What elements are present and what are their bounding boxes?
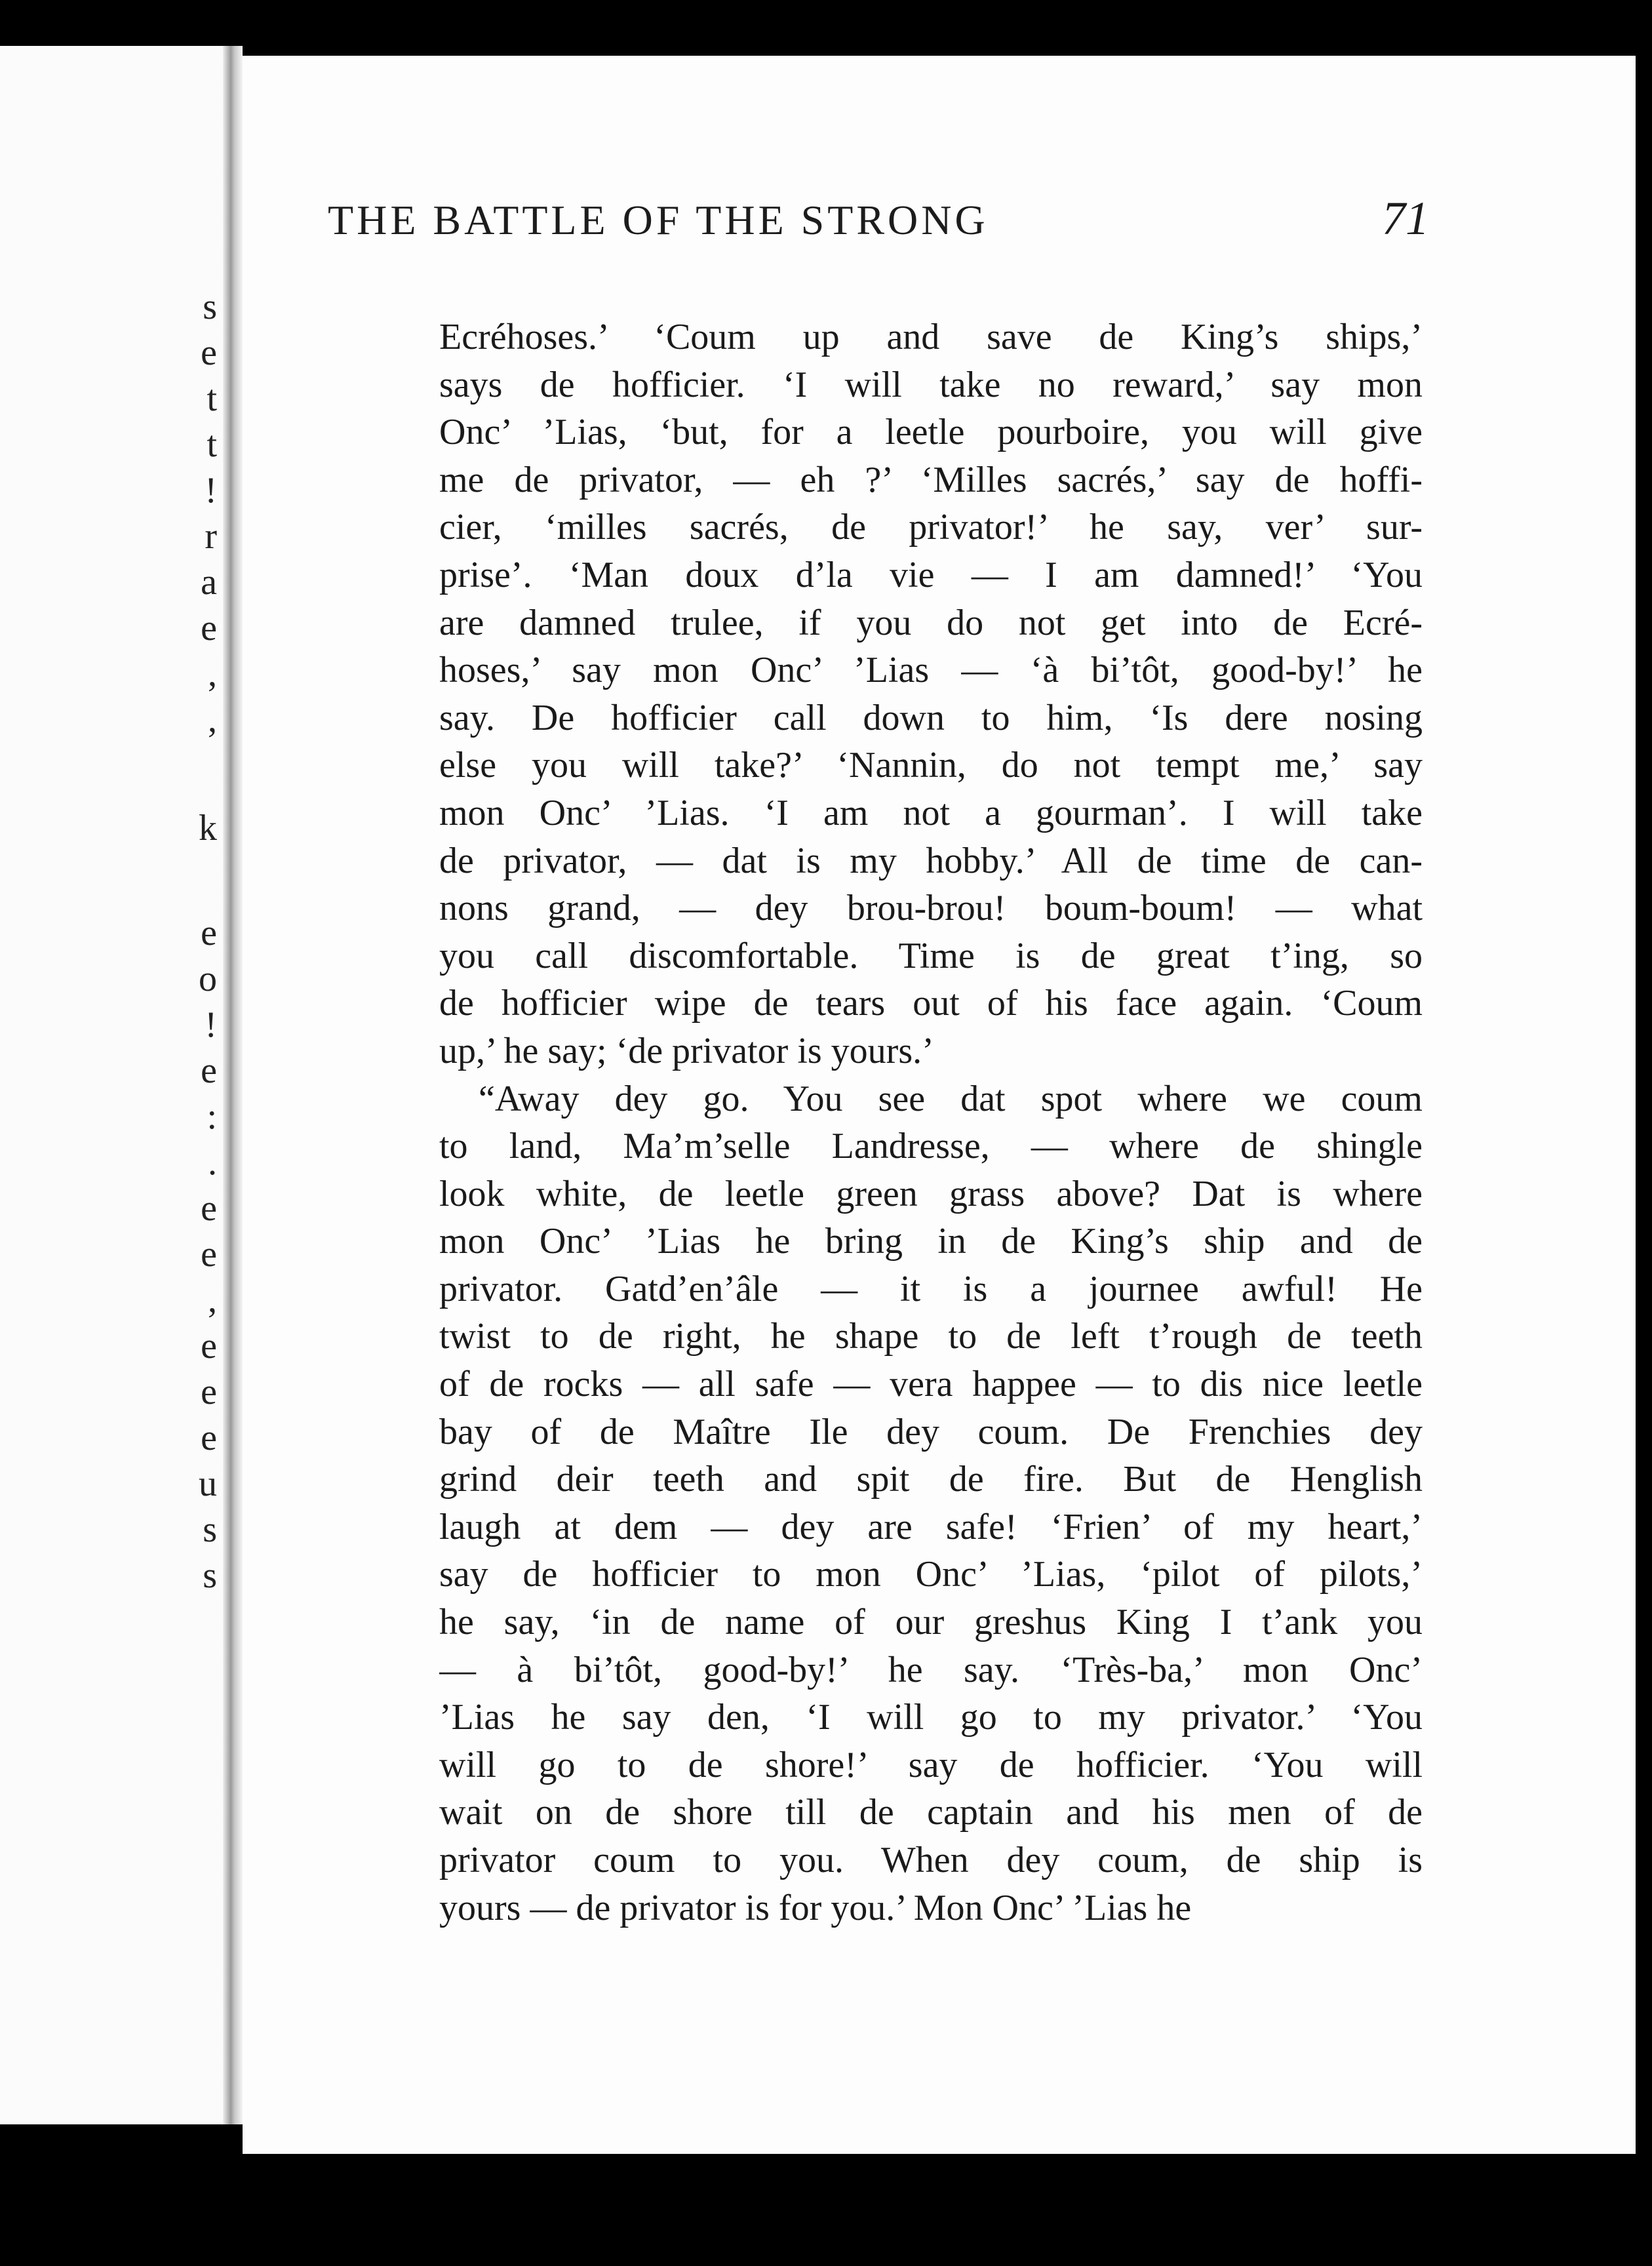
margin-char: . xyxy=(208,1142,217,1183)
margin-char: e xyxy=(201,1418,217,1458)
margin-char: : xyxy=(206,1096,217,1137)
text-line: yours — de privator is for you.’ Mon Onc’ ’Lias he xyxy=(439,1887,1192,1928)
book-gutter xyxy=(223,46,243,2124)
running-head xyxy=(328,191,1429,246)
text-line: are damned trulee, if you do not get into de Ecré- xyxy=(439,602,1423,643)
margin-char: o xyxy=(199,959,217,999)
text-line: says de hofficier. ‘I will take no reward,’ say mon xyxy=(439,364,1423,405)
text-line: — à bi’tôt, good-by!’ he say. ‘Très-ba,’ mon Onc’ xyxy=(439,1649,1423,1690)
text-line: of de rocks — all safe — vera happee — to dis nice leetle xyxy=(439,1364,1423,1405)
text-line: mon Onc’ ’Lias he bring in de King’s ship and de xyxy=(439,1221,1423,1262)
margin-char: s xyxy=(203,1555,217,1596)
margin-char: , xyxy=(208,1280,217,1321)
text-line: to land, Ma’m’selle Landresse, — where de shingle xyxy=(439,1126,1423,1167)
running-title: THE BATTLE OF THE STRONG xyxy=(328,197,989,243)
text-line: de hofficier wipe de tears out of his face again. ‘Coum xyxy=(439,983,1423,1024)
text-line: de privator, — dat is my hobby.’ All de time de can- xyxy=(439,840,1423,881)
text-line: wait on de shore till de captain and his men of de xyxy=(439,1792,1423,1833)
margin-char: s xyxy=(203,287,217,327)
text-line: you call discomfortable. Time is de great t’ing, so xyxy=(439,935,1423,976)
text-line: hoses,’ say mon Onc’ ’Lias — ‘à bi’tôt, good-by!’ he xyxy=(439,650,1423,691)
text-line: grind deir teeth and spit de fire. But de Henglish xyxy=(439,1459,1423,1500)
text-line: Onc’ ’Lias, ‘but, for a leetle pourboire, you will give xyxy=(439,412,1423,453)
text-line: look white, de leetle green grass above? Dat is where xyxy=(439,1173,1423,1214)
text-line: mon Onc’ ’Lias. ‘I am not a gourman’. I will take xyxy=(439,792,1423,833)
margin-char: s xyxy=(203,1509,217,1550)
text-line: Ecréhoses.’ ‘Coum up and save de King’s ships,’ xyxy=(439,317,1423,357)
text-line: laugh at dem — dey are safe! ‘Frien’ of my heart,’ xyxy=(439,1506,1423,1547)
margin-char: e xyxy=(201,913,217,953)
text-line: else you will take?’ ‘Nannin, do not tempt me,’ say xyxy=(439,745,1423,786)
text-line: he say, ‘in de name of our greshus King I t’ank you xyxy=(439,1602,1423,1643)
page-number: 71 xyxy=(1382,192,1429,245)
previous-page-text-edge xyxy=(0,46,233,2124)
text-line: privator. Gatd’en’âle — it is a journee awful! He xyxy=(439,1268,1423,1309)
margin-char: e xyxy=(201,1188,217,1229)
text-line: twist to de right, he shape to de left t’rough de teeth xyxy=(439,1316,1423,1357)
text-line: ’Lias he say den, ‘I will go to my privator.’ ‘You xyxy=(439,1697,1423,1738)
text-line: “Away dey go. You see dat spot where we coum xyxy=(479,1078,1423,1119)
margin-char: a xyxy=(201,562,217,603)
text-line: bay of de Maître Ile dey coum. De Frenchies dey xyxy=(439,1411,1423,1452)
text-line: prise’. ‘Man doux d’la vie — I am damned!’ ‘You xyxy=(439,554,1423,595)
previous-page xyxy=(0,46,233,2124)
margin-char: e xyxy=(201,608,217,648)
margin-char: t xyxy=(206,378,217,419)
body-text xyxy=(439,313,1423,1932)
text-line: up,’ he say; ‘de privator is yours.’ xyxy=(439,1030,934,1071)
text-line: privator coum to you. When dey coum, de ship is xyxy=(439,1840,1423,1880)
margin-char: e xyxy=(201,332,217,373)
text-line: say. De hofficier call down to him, ‘Is dere nosing xyxy=(439,697,1423,738)
margin-char: e xyxy=(201,1234,217,1275)
margin-char: e xyxy=(201,1372,217,1412)
margin-char: e xyxy=(201,1326,217,1366)
text-line: me de privator, — eh ?’ ‘Milles sacrés,’ say de hoffi- xyxy=(439,459,1423,500)
text-line: cier, ‘milles sacrés, de privator!’ he say, ver’ sur- xyxy=(439,507,1423,548)
margin-char: t xyxy=(206,424,217,465)
margin-char: e xyxy=(201,1050,217,1091)
margin-char: , xyxy=(208,700,217,740)
margin-char: , xyxy=(208,654,217,694)
margin-char: u xyxy=(199,1463,217,1504)
margin-char: k xyxy=(199,808,217,848)
text-line: nons grand, — dey brou-brou! boum-boum! — what xyxy=(439,888,1423,929)
margin-char: r xyxy=(205,516,217,557)
margin-char: ! xyxy=(205,1004,217,1045)
text-line: say de hofficier to mon Onc’ ’Lias, ‘pilot of pilots,’ xyxy=(439,1554,1423,1595)
text-line: will go to de shore!’ say de hofficier. ‘You will xyxy=(439,1744,1423,1785)
margin-char: ! xyxy=(205,470,217,511)
